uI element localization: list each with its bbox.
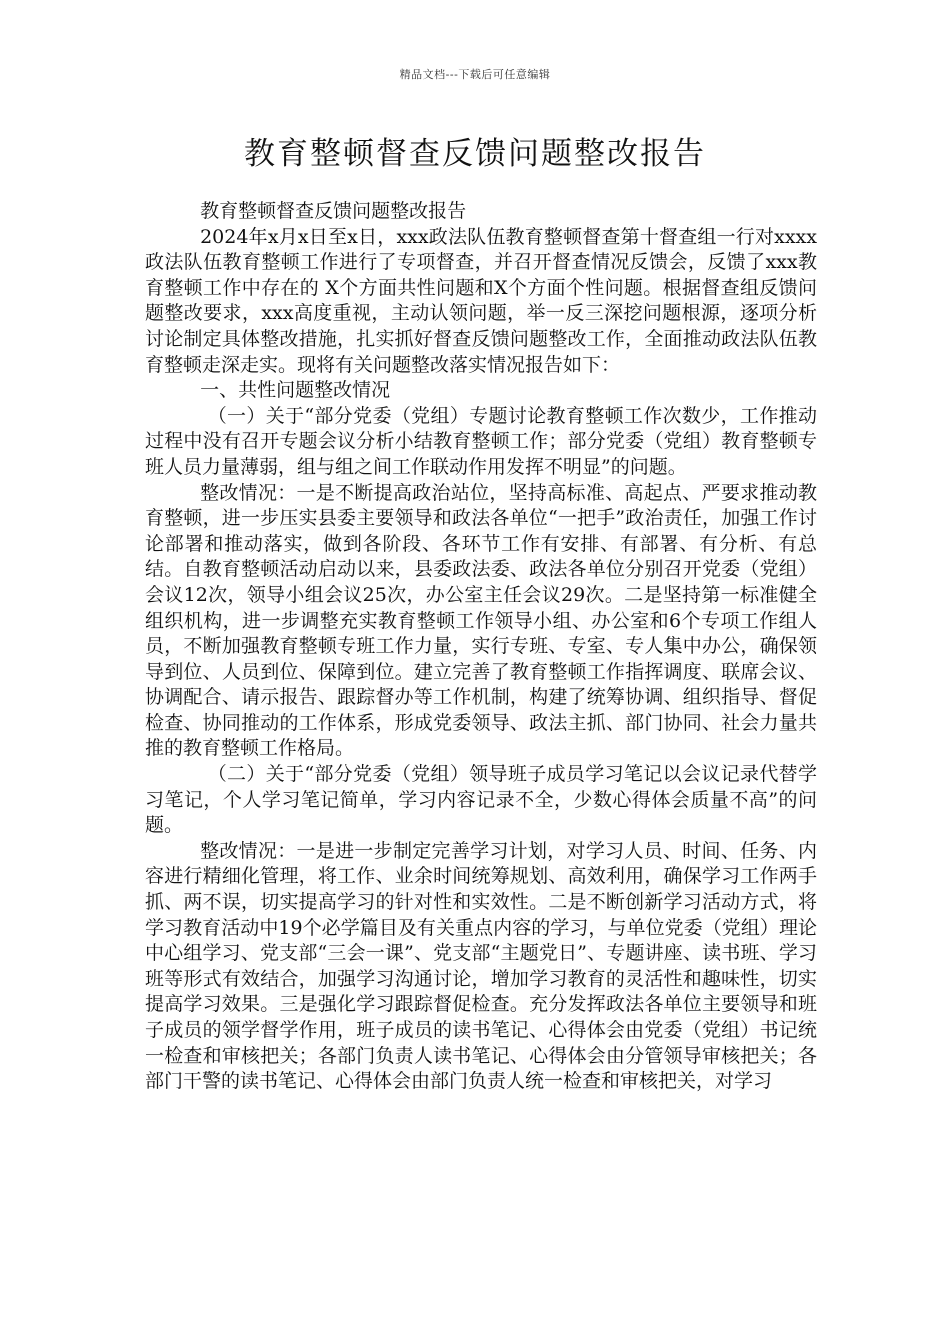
rectification-paragraph-1: 整改情况：一是不断提高政治站位，坚持高标准、高起点、严要求推动教育整顿，进一步压实县委主要领导和政法各单位“一把手”政治责任，加强工作讨论部署和推动落实，做到各阶段、各环节工作有安排、有部署、有分析、有总结。自教育整顿活动启动以来，县委政法委、政法各单位分别召开党委（党组）会议12次，领导小组会议25次，办公室主任会议29次。二是坚持第一标准健全组织机构，进一步调整充实教育整顿工作领导小组、办公室和6个专项工作组人员，不断加强教育整顿专班工作力量，实行专班、专室、专人集中办公，确保领导到位、人员到位、保障到位。建立完善了教育整顿工作指挥调度、联席会议、协调配合、请示报告、跟踪督办等工作机制，构建了统筹协调、组织指导、督促检查、协同推动的工作体系，形成党委领导、政法主抓、部门协同、社会力量共推的教育整顿工作格局。 (145, 481, 817, 760)
body-paragraph-intro: 2024年x月x日至x日，xxx政法队伍教育整顿督查第十督查组一行对xxxx政法队伍教育整顿工作进行了专项督查，并召开督查情况反馈会，反馈了xxx教育整顿工作中存在的 X个方面共性问题和X个方面个性问题。根据督查组反馈问题整改要求，xxx高度重视，主动认领问题，举一反三深挖问题根源，逐项分析讨论制定具体整改措施，扎实抓好督查反馈问题整改工作，全面推动政法队伍教育整顿走深走实。现将有关问题整改落实情况报告如下： (145, 225, 817, 376)
header-note: 精品文档---下载后可任意编辑 (399, 68, 551, 81)
body-paragraph-report-name: 教育整顿督查反馈问题整改报告 (200, 200, 467, 222)
section-heading-common-issues: 一、共性问题整改情况 (200, 379, 391, 402)
issue-paragraph-2: （二）关于“部分党委（党组）领导班子成员学习笔记以会议记录代替学习笔记，个人学习笔记简单，学习内容记录不全，少数心得体会质量不高”的问题。 (145, 763, 817, 837)
rectification-paragraph-2: 整改情况：一是进一步制定完善学习计划，对学习人员、时间、任务、内容进行精细化管理，将工作、业余时间统筹规划、高效利用，确保学习工作两手抓、两不误，切实提高学习的针对性和实效性。二是不断创新学习活动方式，将学习教育活动中19个必学篇目及有关重点内容的学习，与单位党委（党组）理论中心组学习、党支部“三会一课”、党支部“主题党日”、专题讲座、读书班、学习班等形式有效结合，加强学习沟通讨论，增加学习教育的灵活性和趣味性，切实提高学习效果。三是强化学习跟踪督促检查。充分发挥政法各单位主要领导和班子成员的领学督学作用，班子成员的读书笔记、心得体会由党委（党组）书记统一检查和审核把关；各部门负责人读书笔记、心得体会由分管领导审核把关；各部门干警的读书笔记、心得体会由部门负责人统一检查和审核把关，对学习 (145, 839, 817, 1093)
issue-paragraph-1: （一）关于“部分党委（党组）专题讨论教育整顿工作次数少，工作推动过程中没有召开专题会议分析小结教育整顿工作；部分党委（党组）教育整顿专班人员力量薄弱，组与组之间工作联动作用发挥不明显”的问题。 (145, 404, 817, 478)
document-body (145, 199, 817, 1095)
document-title: 教育整顿督查反馈问题整改报告 (244, 136, 706, 172)
